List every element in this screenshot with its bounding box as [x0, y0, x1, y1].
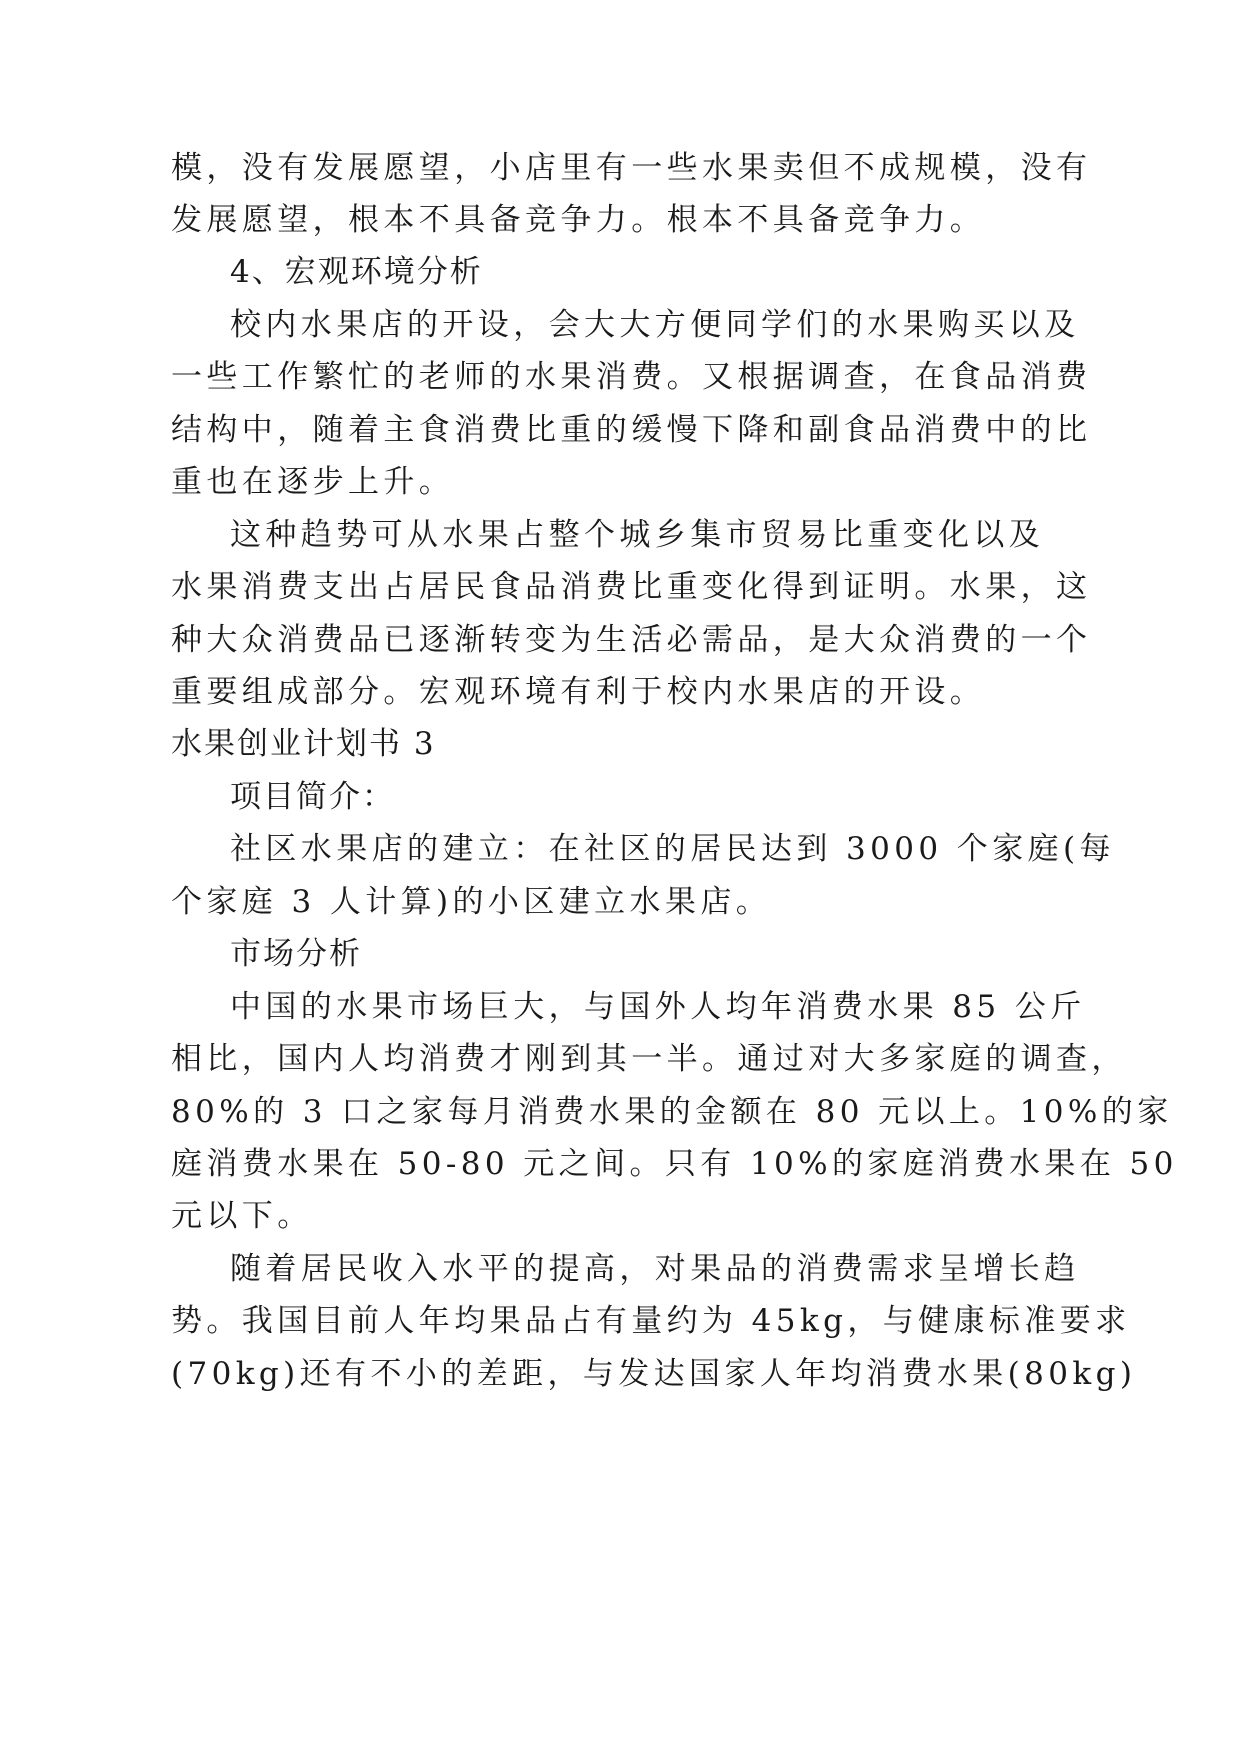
section-heading: 4、宏观环境分析	[230, 254, 483, 290]
text-line: 结构中，随着主食消费比重的缓慢下降和副食品消费中的比	[171, 412, 1092, 448]
text-line: 重也在逐步上升。	[171, 464, 455, 500]
text-line: (70kg)还有不小的差距，与发达国家人年均消费水果(80kg)	[171, 1356, 1137, 1392]
document-title: 水果创业计划书 3	[171, 726, 436, 762]
text-line: 校内水果店的开设，会大大方便同学们的水果购买以及	[230, 307, 1080, 343]
section-heading: 项目简介：	[230, 779, 395, 815]
text-line: 势。我国目前人年均果品占有量约为 45kg，与健康标准要求	[171, 1303, 1131, 1339]
section-heading: 市场分析	[230, 936, 362, 972]
text-line: 80%的 3 口之家每月消费水果的金额在 80 元以上。10%的家	[171, 1094, 1173, 1130]
text-line: 元以下。	[171, 1198, 313, 1234]
text-line: 个家庭 3 人计算)的小区建立水果店。	[171, 884, 772, 920]
text-line: 中国的水果市场巨大，与国外人均年消费水果 85 公斤	[230, 989, 1086, 1025]
text-line: 社区水果店的建立：在社区的居民达到 3000 个家庭(每	[230, 831, 1115, 867]
text-line: 相比，国内人均消费才刚到其一半。通过对大多家庭的调查，	[171, 1041, 1127, 1077]
text-line: 这种趋势可从水果占整个城乡集市贸易比重变化以及	[230, 517, 1045, 553]
text-line: 模，没有发展愿望，小店里有一些水果卖但不成规模，没有	[171, 150, 1092, 186]
text-line: 发展愿望，根本不具备竞争力。根本不具备竞争力。	[171, 202, 986, 238]
text-line: 种大众消费品已逐渐转变为生活必需品，是大众消费的一个	[171, 622, 1092, 658]
text-line: 水果消费支出占居民食品消费比重变化得到证明。水果，这	[171, 569, 1092, 605]
text-line: 庭消费水果在 50-80 元之间。只有 10%的家庭消费水果在 50	[171, 1146, 1178, 1182]
text-line: 一些工作繁忙的老师的水果消费。又根据调查，在食品消费	[171, 359, 1092, 395]
text-line: 随着居民收入水平的提高，对果品的消费需求呈增长趋	[230, 1251, 1080, 1287]
text-line: 重要组成部分。宏观环境有利于校内水果店的开设。	[171, 674, 986, 710]
